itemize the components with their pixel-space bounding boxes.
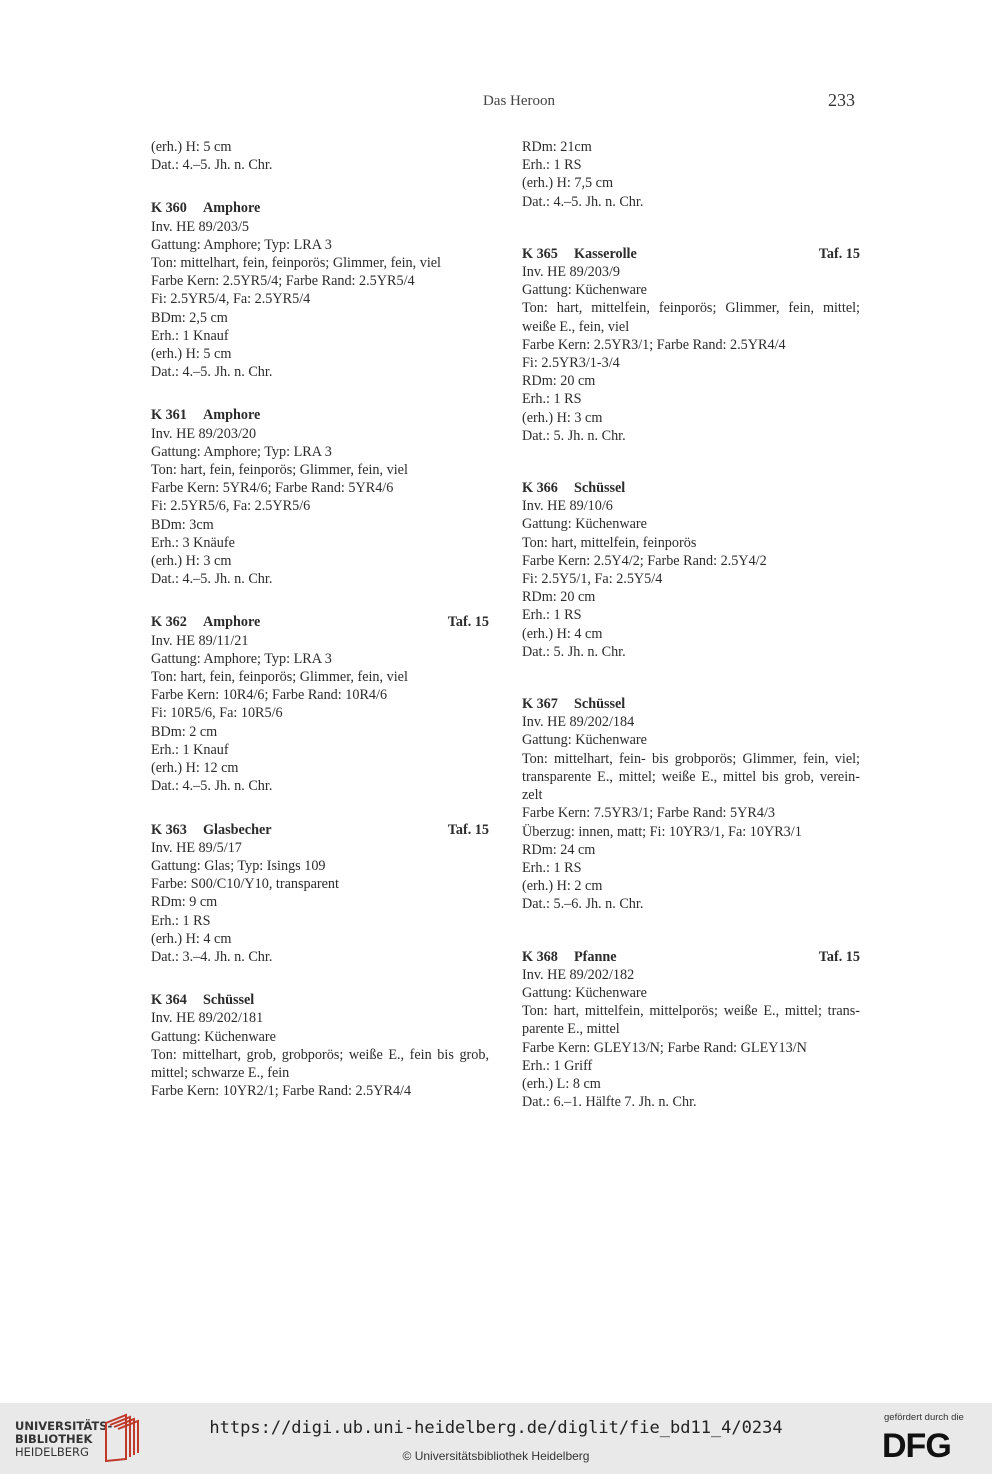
text-line: Fi: 2.5YR3/1-3/4 (522, 355, 620, 372)
entry-object: Schüssel (574, 696, 626, 713)
text-line: Farbe Kern: 2.5Y4/2; Farbe Rand: 2.5Y4/2 (522, 552, 767, 569)
entry-heading (151, 991, 489, 1009)
text-line: Gattung: Küchenware (522, 732, 647, 749)
text-line: Ton: mittelhart, fein- bis grobporös; Glimmer, fein, viel; transparente E., mittel; weiße E., mittel bis grob, verein-zelt (522, 750, 860, 804)
text-line: Ton: hart, fein, feinporös; Glimmer, fein, viel (151, 669, 408, 686)
entry-plate-ref: Taf. 15 (447, 821, 489, 838)
right-column (522, 138, 860, 1111)
text-line: Ton: hart, mittelfein, mittelporös; weiße E., mittel; trans-parente E., mittel (522, 1003, 860, 1038)
text-line: Farbe Kern: GLEY13/N; Farbe Rand: GLEY13/N (522, 1039, 807, 1056)
text-line: Ton: hart, fein, feinporös; Glimmer, fein, viel (151, 462, 408, 479)
text-line: BDm: 2 cm (151, 723, 218, 740)
text-line: (erh.) H: 3 cm (522, 409, 603, 426)
entry-number: K 364 (151, 992, 187, 1009)
text-line: Gattung: Küchenware (522, 984, 647, 1001)
entry-plate-ref: Taf. 15 (818, 245, 860, 262)
text-line: Gattung: Küchenware (522, 282, 647, 299)
text-line: Erh.: 1 RS (151, 912, 211, 929)
text-line: Inv. HE 89/202/181 (151, 1010, 264, 1027)
entry-object: Kasserolle (574, 245, 637, 262)
copyright-text: © Universitätsbibliothek Heidelberg (402, 1449, 590, 1463)
text-line: Erh.: 1 RS (522, 391, 582, 408)
text-line: Farbe Kern: 2.5YR5/4; Farbe Rand: 2.5YR5/4 (151, 273, 415, 290)
text-line: Farbe Kern: 10R4/6; Farbe Rand: 10R4/6 (151, 687, 388, 704)
running-title: Das Heroon (482, 93, 556, 109)
entry-number: K 366 (522, 480, 558, 497)
text-line: Dat.: 4.–5. Jh. n. Chr. (151, 364, 273, 381)
catalog-entry-k360 (151, 199, 489, 381)
entry-heading (151, 199, 489, 217)
text-line: Inv. HE 89/202/182 (522, 966, 635, 983)
text-line: Fi: 2.5YR5/6, Fa: 2.5YR5/6 (151, 498, 311, 515)
entry-heading (522, 695, 860, 713)
text-line: RDm: 21cm (522, 139, 592, 155)
text-line: RDm: 20 cm (522, 373, 596, 390)
text-line: Dat.: 4.–5. Jh. n. Chr. (151, 571, 273, 588)
text-line: (erh.) H: 2 cm (522, 878, 603, 895)
entry-number: K 360 (151, 200, 187, 217)
entry-number: K 362 (151, 614, 187, 631)
text-line: Erh.: 1 RS (522, 157, 582, 174)
text-line: Fi: 2.5YR5/4, Fa: 2.5YR5/4 (151, 291, 311, 308)
catalog-entry-k362 (151, 613, 489, 795)
text-line: Fi: 2.5Y5/1, Fa: 2.5Y5/4 (522, 571, 663, 588)
library-name-line: BIBLIOTHEK (15, 1432, 93, 1446)
text-line: Farbe: S00/C10/Y10, transparent (151, 876, 339, 893)
text-line: (erh.) H: 4 cm (151, 930, 232, 947)
catalog-entry-k367 (522, 695, 860, 913)
text-line: Inv. HE 89/5/17 (151, 839, 242, 856)
text-line: Gattung: Amphore; Typ: LRA 3 (151, 236, 332, 253)
text-line: Gattung: Glas; Typ: Isings 109 (151, 857, 326, 874)
text-line: RDm: 20 cm (522, 589, 596, 606)
text-line: Inv. HE 89/202/184 (522, 714, 635, 731)
text-line: Überzug: innen, matt; Fi: 10YR3/1, Fa: 10YR3/1 (522, 823, 802, 840)
entry-heading (151, 821, 489, 839)
text-line: (erh.) H: 12 cm (151, 760, 239, 777)
entry-number: K 361 (151, 407, 187, 424)
entry-heading (522, 948, 860, 966)
text-line: Dat.: 5. Jh. n. Chr. (522, 427, 626, 444)
text-line: (erh.) L: 8 cm (522, 1075, 601, 1092)
entry-heading (522, 245, 860, 263)
entry-plate-ref: Taf. 15 (818, 948, 860, 965)
text-line: Inv. HE 89/203/20 (151, 425, 257, 442)
entry-object: Amphore (203, 407, 261, 424)
text-line: Dat.: 4.–5. Jh. n. Chr. (522, 193, 644, 210)
entry-heading (151, 613, 489, 631)
text-line: RDm: 24 cm (522, 841, 596, 858)
text-line: Ton: hart, mittelfein, feinporös (522, 534, 697, 551)
text-line: Ton: mittelhart, grob, grobporös; weiße E., fein bis grob, mittel; schwarze E., fein (151, 1046, 489, 1081)
entry-object: Glasbecher (203, 821, 272, 838)
text-line: Gattung: Amphore; Typ: LRA 3 (151, 650, 332, 667)
text-line: Farbe Kern: 5YR4/6; Farbe Rand: 5YR4/6 (151, 480, 394, 497)
text-line: Erh.: 1 RS (522, 859, 582, 876)
text-line: Gattung: Küchenware (151, 1028, 276, 1045)
text-line: Inv. HE 89/203/9 (522, 264, 620, 281)
text-line: (erh.) H: 5 cm (151, 346, 232, 363)
catalog-entry-k364 (151, 991, 489, 1100)
text-line: Farbe Kern: 10YR2/1; Farbe Rand: 2.5YR4/4 (151, 1083, 412, 1100)
text-line: Gattung: Küchenware (522, 516, 647, 533)
entry-object: Schüssel (203, 992, 255, 1009)
text-line: Farbe Kern: 2.5YR3/1; Farbe Rand: 2.5YR4/4 (522, 336, 786, 353)
entry-object: Amphore (203, 200, 261, 217)
catalog-entry-k363 (151, 821, 489, 967)
text-line: (erh.) H: 3 cm (151, 553, 232, 570)
text-line: Inv. HE 89/10/6 (522, 498, 613, 515)
text-line: Dat.: 5.–6. Jh. n. Chr. (522, 896, 644, 913)
entry-object: Schüssel (574, 480, 626, 497)
catalog-entry-k366 (522, 479, 860, 661)
text-line: RDm: 9 cm (151, 894, 218, 911)
entry-heading (522, 479, 860, 497)
entry-heading (151, 406, 489, 424)
text-line: Gattung: Amphore; Typ: LRA 3 (151, 443, 332, 460)
catalog-entry-k368 (522, 948, 860, 1112)
entry-plate-ref: Taf. 15 (447, 614, 489, 631)
carryover-block (151, 138, 489, 174)
text-line: Erh.: 1 RS (522, 607, 582, 624)
entry-number: K 363 (151, 821, 187, 838)
text-line: Fi: 10R5/6, Fa: 10R5/6 (151, 705, 283, 722)
text-line: Dat.: 5. Jh. n. Chr. (522, 643, 626, 660)
page-number: 233 (828, 90, 855, 110)
library-name-line: UNIVERSITÄTS- (15, 1419, 113, 1433)
text-line: Erh.: 1 Knauf (151, 327, 229, 344)
catalog-entry-k361 (151, 406, 489, 588)
text-line: Ton: mittelhart, fein, feinporös; Glimmer, fein, viel (151, 255, 441, 272)
text-line: Dat.: 3.–4. Jh. n. Chr. (151, 948, 273, 965)
text-line: Dat.: 6.–1. Hälfte 7. Jh. n. Chr. (522, 1094, 697, 1111)
entry-number: K 367 (522, 696, 558, 713)
text-line: Erh.: 1 Griff (522, 1057, 593, 1074)
text-line: Dat.: 4.–5. Jh. n. Chr. (151, 778, 273, 795)
entry-object: Amphore (203, 614, 261, 631)
viewer-footer (0, 1403, 992, 1474)
text-line: Erh.: 1 Knauf (151, 741, 229, 758)
text-line: Erh.: 3 Knäufe (151, 534, 235, 551)
text-line: Ton: hart, mittelfein, feinporös; Glimmer, fein, mittel; weiße E., fein, viel (522, 300, 860, 335)
entry-number: K 365 (522, 245, 558, 262)
text-line: Inv. HE 89/203/5 (151, 218, 249, 235)
left-column (151, 138, 489, 1100)
text-line: BDm: 3cm (151, 516, 214, 533)
text-line: BDm: 2,5 cm (151, 309, 228, 326)
text-line: Inv. HE 89/11/21 (151, 632, 249, 649)
entry-number: K 368 (522, 948, 558, 965)
text-line: (erh.) H: 4 cm (522, 625, 603, 642)
carryover-block (522, 138, 860, 211)
text-line: (erh.) H: 5 cm (151, 139, 232, 155)
text-line: (erh.) H: 7,5 cm (522, 175, 614, 192)
text-line: Farbe Kern: 7.5YR3/1; Farbe Rand: 5YR4/3 (522, 805, 775, 822)
dfg-logo[interactable]: DFG (882, 1427, 951, 1465)
entry-object: Pfanne (574, 948, 617, 965)
text-line: Dat.: 4.–5. Jh. n. Chr. (151, 157, 273, 174)
sponsor-label: gefördert durch die (884, 1412, 964, 1423)
permalink-url[interactable]: https://digi.ub.uni-heidelberg.de/diglit/fie_bd11_4/0234 (209, 1418, 783, 1438)
catalog-entry-k365 (522, 245, 860, 445)
library-name-line: HEIDELBERG (15, 1445, 89, 1459)
